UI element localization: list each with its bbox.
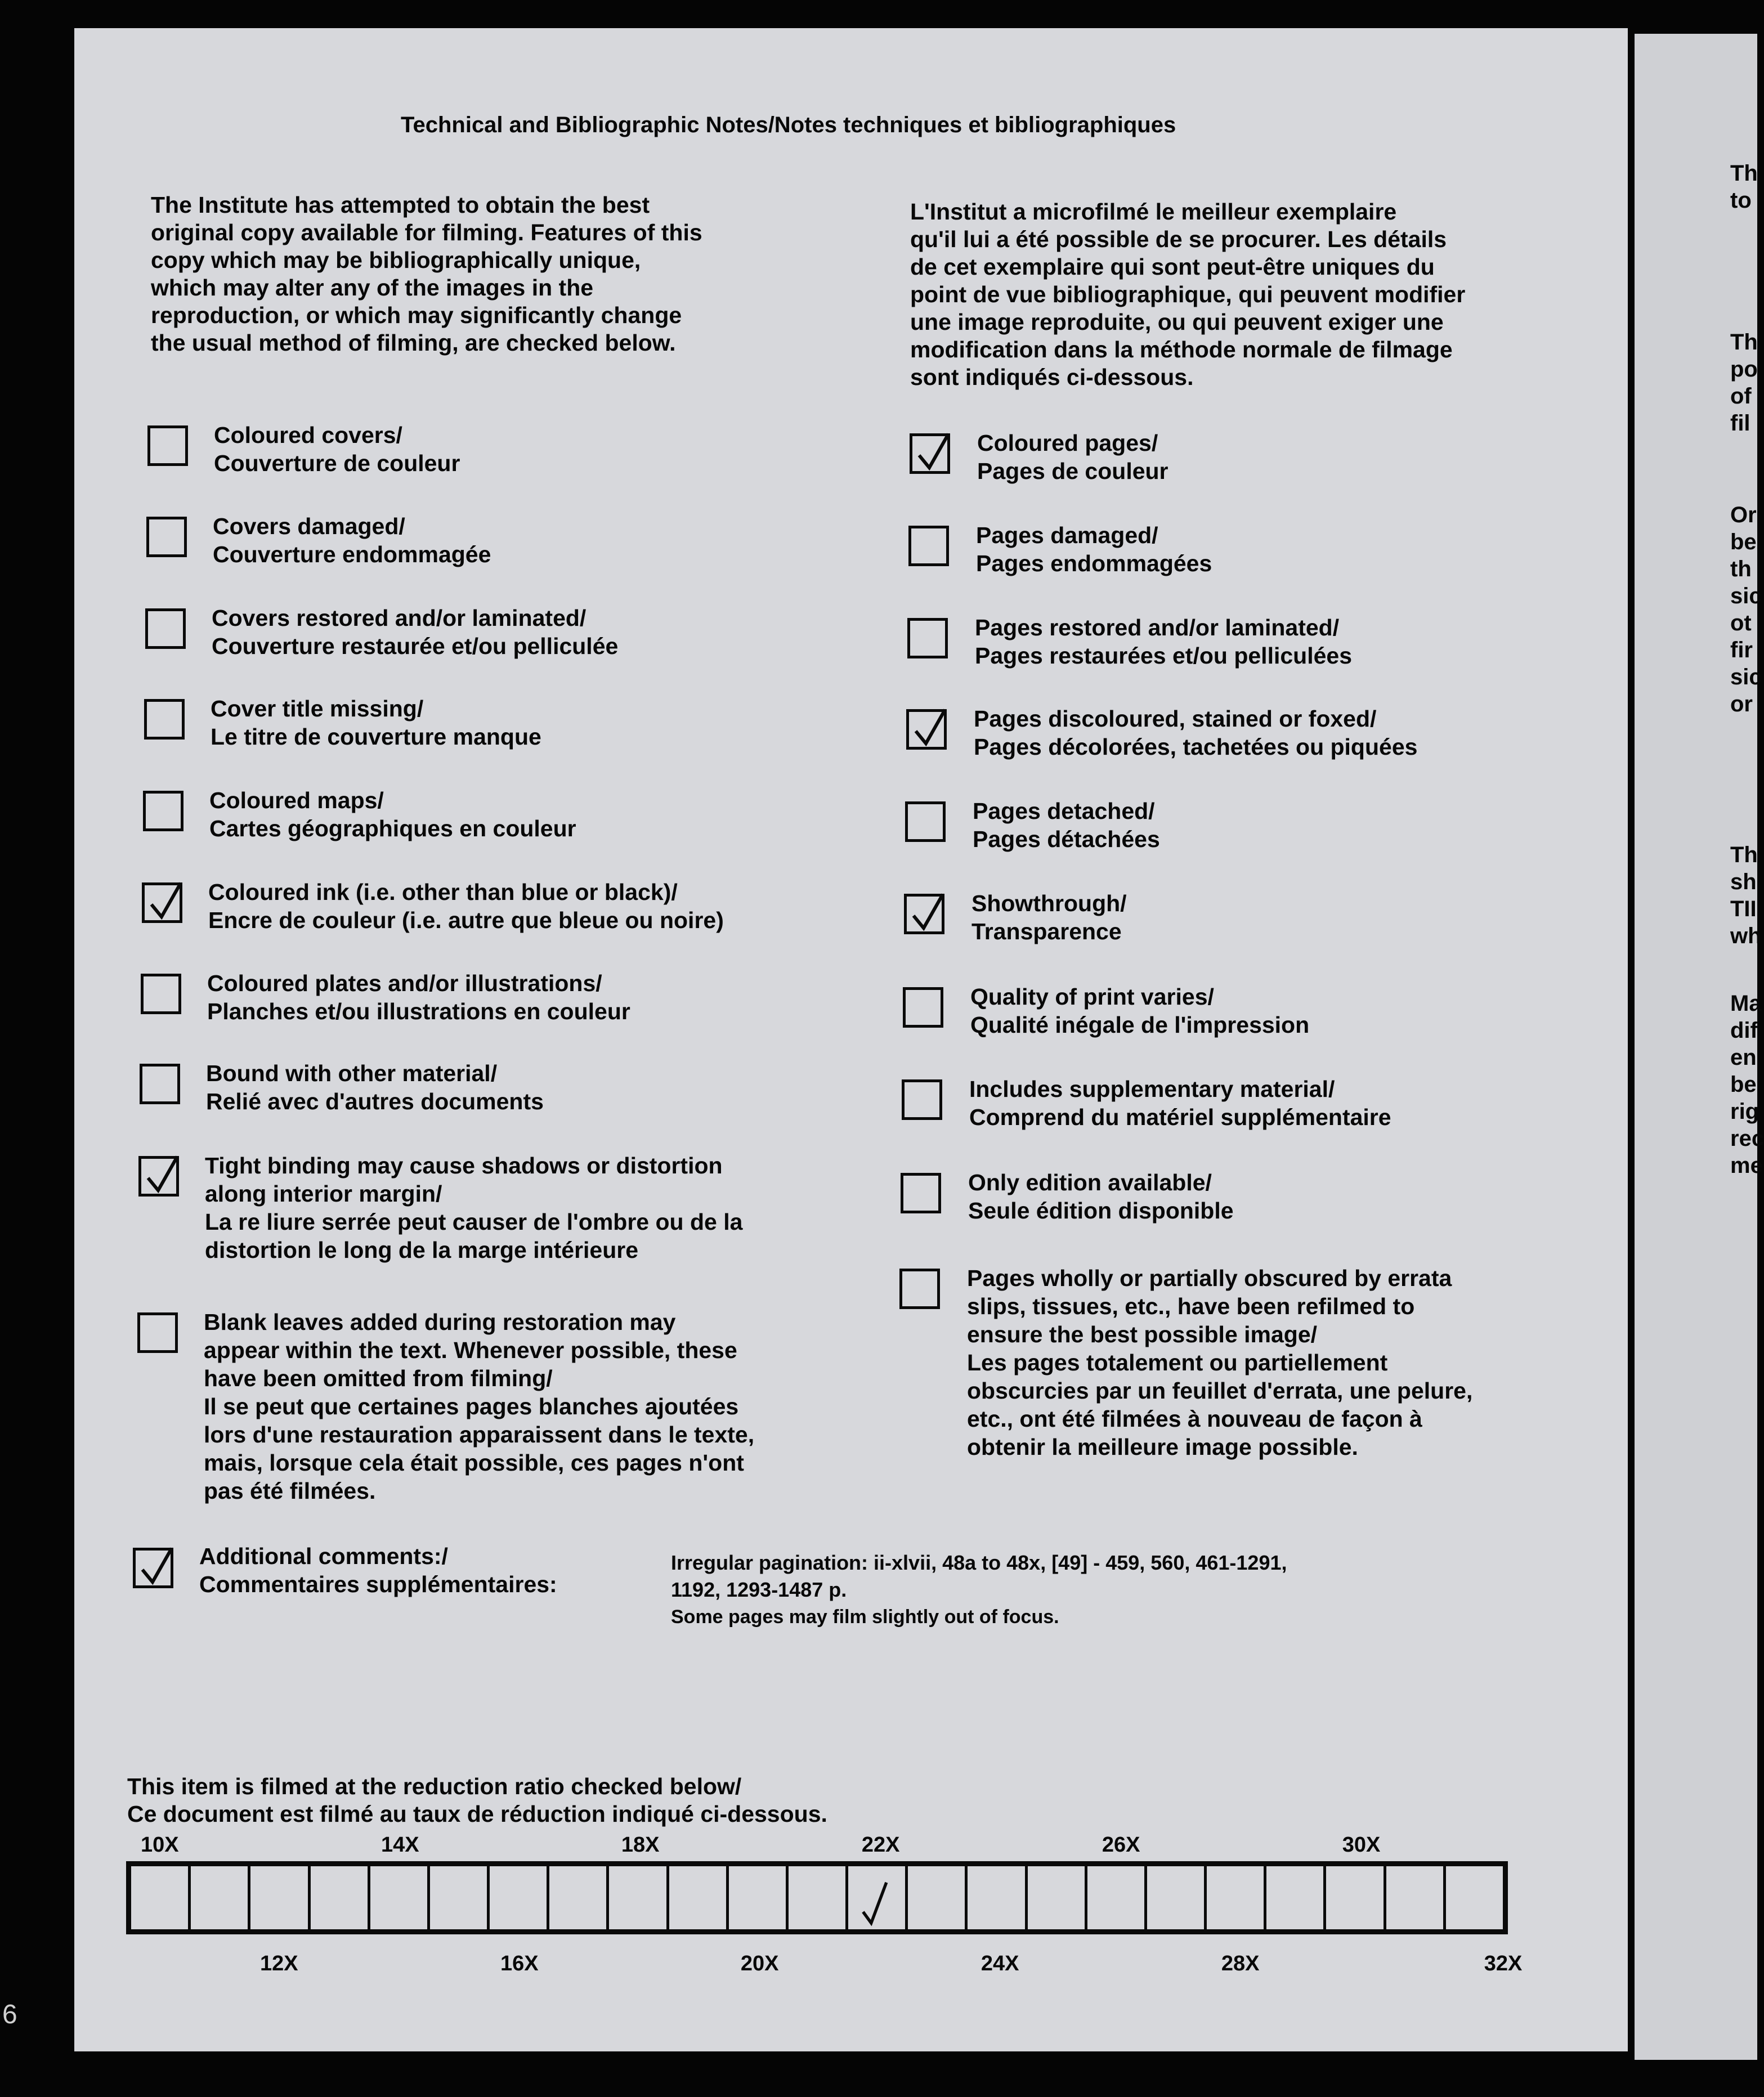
label-line: Couverture endommagée — [213, 541, 491, 567]
checked-box — [142, 882, 182, 923]
side-text-fragment: TII — [1730, 897, 1757, 921]
label-line: Le titre de couverture manque — [211, 724, 541, 750]
scale-cell — [1326, 1866, 1386, 1929]
scale-cell — [729, 1866, 789, 1929]
label-line: Showthrough/ — [971, 890, 1127, 916]
scale-cell — [1028, 1866, 1087, 1929]
scale-cell — [311, 1866, 370, 1929]
label-line: Coloured covers/ — [214, 422, 402, 448]
checklist-label — [206, 1059, 544, 1115]
text-line: point de vue bibliographique, qui peuvent modifier — [910, 281, 1466, 307]
checkmark-icon — [916, 431, 950, 477]
label-line: etc., ont été filmées à nouveau de façon à — [967, 1406, 1422, 1432]
side-text-fragment: be — [1730, 1072, 1757, 1097]
empty-checkbox — [908, 526, 949, 566]
scale-cell — [430, 1866, 490, 1929]
empty-checkbox — [141, 974, 181, 1014]
ratio-label: 26X — [1102, 1833, 1140, 1857]
scale-cell — [1087, 1866, 1147, 1929]
side-text-fragment: sic — [1730, 584, 1762, 608]
label-line: Couverture restaurée et/ou pelliculée — [212, 633, 619, 659]
empty-checkbox — [902, 1079, 942, 1120]
label-line: Pages restored and/or laminated/ — [975, 615, 1340, 640]
checked-box — [910, 433, 950, 474]
label-line: Il se peut que certaines pages blanches ajoutées — [204, 1393, 739, 1419]
label-line: Relié avec d'autres documents — [206, 1088, 544, 1114]
label-line: Covers damaged/ — [213, 513, 405, 539]
checkmark-icon — [139, 1545, 173, 1591]
empty-checkbox — [899, 1269, 940, 1309]
ratio-label: 14X — [380, 1833, 419, 1857]
text-line: sont indiqués ci-dessous. — [910, 364, 1194, 390]
checklist-label — [976, 521, 1212, 577]
label-line: Coloured ink (i.e. other than blue or black)/ — [208, 879, 678, 905]
side-text-fragment: to — [1730, 188, 1752, 213]
label-line: Pages discoloured, stained or foxed/ — [974, 706, 1377, 732]
label-line: Commentaires supplémentaires: — [199, 1571, 557, 1597]
text-line: The Institute has attempted to obtain the best — [151, 192, 650, 218]
text-line: une image reproduite, ou qui peuvent exiger une — [910, 309, 1444, 335]
empty-checkbox — [147, 425, 188, 466]
label-line: Coloured plates and/or illustrations/ — [207, 970, 602, 996]
side-text-fragment: Th — [1730, 843, 1758, 867]
empty-checkbox — [143, 791, 183, 831]
label-line: Pages detached/ — [973, 798, 1155, 824]
label-line: mais, lorsque cela était possible, ces pages n'ont — [204, 1450, 744, 1476]
side-text-fragment: dif — [1730, 1018, 1758, 1043]
corner-mark: 6 — [2, 2000, 17, 2029]
empty-checkbox — [145, 608, 186, 649]
checkmark-icon — [145, 1153, 178, 1199]
checklist-label — [211, 694, 541, 751]
side-text-fragment: fil — [1730, 411, 1750, 436]
checklist-label — [204, 1308, 754, 1505]
checklist-label — [975, 613, 1352, 670]
comment-line: 1192, 1293-1487 p. — [671, 1578, 847, 1601]
document-sheet — [74, 28, 1628, 2051]
scale-cell — [1207, 1866, 1266, 1929]
label-line: Transparence — [971, 918, 1122, 944]
scale-cell — [1386, 1866, 1446, 1929]
side-text-fragment: po — [1730, 357, 1758, 382]
label-line: obtenir la meilleure image possible. — [967, 1434, 1358, 1460]
ratio-label: 24X — [981, 1952, 1019, 1975]
label-line: Pages endommagées — [976, 550, 1212, 576]
checkmark-icon — [912, 706, 946, 752]
side-text-fragment: Th — [1730, 161, 1758, 186]
label-line: Cartes géographiques en couleur — [209, 815, 576, 841]
label-line: obscurcies par un feuillet d'errata, une pelure, — [967, 1378, 1473, 1404]
checklist-label — [968, 1168, 1234, 1225]
label-line: Pages wholly or partially obscured by errata — [967, 1265, 1452, 1291]
checkmark-icon — [858, 1876, 892, 1927]
checklist-label — [213, 512, 491, 568]
side-text-fragment: en — [1730, 1045, 1757, 1070]
reduction-scale — [126, 1861, 1508, 1934]
checked-box — [904, 894, 944, 934]
empty-checkbox — [144, 699, 185, 740]
side-text-fragment: rig — [1730, 1099, 1759, 1124]
side-text-fragment: be — [1730, 530, 1757, 554]
checklist-label — [974, 705, 1417, 761]
label-line: Pages damaged/ — [976, 522, 1158, 548]
label-line: have been omitted from filming/ — [204, 1365, 553, 1391]
label-line: Cover title missing/ — [211, 696, 424, 722]
label-line: Seule édition disponible — [968, 1198, 1234, 1224]
side-text-fragment: ot — [1730, 611, 1752, 635]
text-line: which may alter any of the images in the — [151, 275, 594, 301]
scale-cell — [848, 1866, 908, 1929]
label-line: Quality of print varies/ — [970, 984, 1214, 1010]
empty-checkbox — [903, 987, 943, 1028]
text-line: L'Institut a microfilmé le meilleur exemplaire — [910, 199, 1397, 225]
label-line: Only edition available/ — [968, 1170, 1212, 1195]
label-line: Pages restaurées et/ou pelliculées — [975, 643, 1352, 669]
checked-box — [906, 709, 947, 750]
side-text-fragment: me — [1730, 1153, 1763, 1178]
checked-box — [133, 1548, 173, 1588]
ratio-label: 12X — [260, 1952, 298, 1975]
side-text-fragment: Ma — [1730, 991, 1762, 1016]
label-line: pas été filmées. — [204, 1478, 376, 1504]
scale-cell — [908, 1866, 968, 1929]
side-text-fragment: Th — [1730, 330, 1758, 355]
empty-checkbox — [901, 1173, 941, 1213]
reduction-notice — [127, 1773, 827, 1828]
label-line: Bound with other material/ — [206, 1060, 498, 1086]
label-line: Qualité inégale de l'impression — [970, 1012, 1310, 1038]
checklist-label — [214, 421, 460, 477]
scale-cell — [609, 1866, 669, 1929]
text-line: reproduction, or which may significantly change — [151, 302, 682, 328]
scale-cell — [131, 1866, 191, 1929]
label-line: Includes supplementary material/ — [969, 1076, 1335, 1102]
checkmark-icon — [148, 880, 182, 926]
text-line: qu'il lui a été possible de se procurer. Les détails — [910, 226, 1447, 252]
side-text-fragment: wh — [1730, 924, 1762, 948]
label-line: Blank leaves added during restoration may — [204, 1309, 676, 1335]
checked-box — [138, 1156, 179, 1197]
label-line: along interior margin/ — [205, 1181, 442, 1207]
empty-checkbox — [905, 801, 946, 842]
comment-line: Some pages may film slightly out of focus. — [671, 1606, 1059, 1628]
checklist-label — [212, 604, 618, 660]
label-line: slips, tissues, etc., have been refilmed to — [967, 1293, 1415, 1319]
empty-checkbox — [146, 517, 187, 557]
label-line: La re liure serrée peut causer de l'ombre ou de la — [205, 1209, 743, 1235]
label-line: lors d'une restauration apparaissent dans le texte, — [204, 1422, 755, 1448]
scale-cell — [490, 1866, 549, 1929]
label-line: appear within the text. Whenever possible, these — [204, 1337, 737, 1363]
checklist-label — [207, 969, 630, 1025]
label-line: Couverture de couleur — [214, 450, 460, 476]
checklist-label — [967, 1264, 1472, 1461]
label-line: Covers restored and/or laminated/ — [212, 605, 586, 631]
scale-cell — [789, 1866, 848, 1929]
ratio-label: 22X — [861, 1833, 900, 1857]
scale-cell — [1266, 1866, 1326, 1929]
scale-cell — [191, 1866, 250, 1929]
empty-checkbox — [140, 1064, 180, 1104]
side-text-fragment: Or — [1730, 503, 1757, 527]
text-line: This item is filmed at the reduction ratio checked below/ — [127, 1773, 742, 1799]
label-line: Pages de couleur — [977, 458, 1168, 484]
label-line: Comprend du matériel supplémentaire — [969, 1104, 1391, 1130]
scale-cell — [669, 1866, 729, 1929]
ratio-label: 16X — [500, 1952, 539, 1975]
checklist-label — [971, 889, 1127, 946]
text-line: copy which may be bibliographically unique, — [151, 247, 641, 273]
scale-cell — [549, 1866, 609, 1929]
side-text-fragment: sh — [1730, 870, 1757, 894]
label-line: Tight binding may cause shadows or distortion — [205, 1153, 723, 1179]
label-line: ensure the best possible image/ — [967, 1321, 1318, 1347]
checklist-label — [205, 1151, 742, 1264]
page-title: Technical and Bibliographic Notes/Notes techniques et bibliographiques — [401, 113, 1176, 137]
scale-cell — [1147, 1866, 1207, 1929]
ratio-label: 20X — [740, 1952, 779, 1975]
scale-cell — [968, 1866, 1027, 1929]
checklist-label — [977, 429, 1168, 485]
intro-french — [910, 198, 1465, 391]
ratio-label: 18X — [621, 1833, 660, 1857]
side-text-fragment: rec — [1730, 1126, 1764, 1151]
ratio-label: 32X — [1484, 1952, 1523, 1975]
ratio-label: 28X — [1221, 1952, 1260, 1975]
scale-cell — [250, 1866, 310, 1929]
empty-checkbox — [137, 1312, 178, 1353]
scale-cell — [370, 1866, 430, 1929]
checklist-label — [208, 878, 724, 934]
intro-english — [151, 191, 702, 357]
comment-line: Irregular pagination: ii-xlvii, 48a to 48x, [49] - 459, 560, 461-1291, — [671, 1551, 1287, 1574]
label-line: Additional comments:/ — [199, 1543, 448, 1569]
side-text-fragment: fir — [1730, 638, 1753, 662]
label-line: Planches et/ou illustrations en couleur — [207, 998, 630, 1024]
checklist-label — [973, 797, 1160, 853]
checklist-label — [209, 786, 576, 843]
checklist-label — [199, 1542, 557, 1598]
text-line: the usual method of filming, are checked below. — [151, 330, 676, 356]
side-text-fragment: of — [1730, 384, 1752, 409]
checklist-label — [970, 983, 1309, 1039]
ratio-label: 30X — [1342, 1833, 1381, 1857]
label-line: distortion le long de la marge intérieure — [205, 1237, 639, 1263]
label-line: Encre de couleur (i.e. autre que bleue ou noire) — [208, 907, 724, 933]
checkmark-icon — [910, 891, 944, 937]
label-line: Les pages totalement ou partiellement — [967, 1350, 1388, 1375]
label-line: Pages détachées — [973, 826, 1160, 852]
empty-checkbox — [907, 618, 948, 658]
text-line: original copy available for filming. Features of this — [151, 219, 702, 245]
side-text-fragment: th — [1730, 557, 1752, 581]
side-text-fragment: or — [1730, 692, 1753, 716]
text-line: Ce document est filmé au taux de réduction indiqué ci-dessous. — [127, 1801, 827, 1827]
label-line: Pages décolorées, tachetées ou piquées — [974, 734, 1418, 760]
side-text-fragment: sic — [1730, 665, 1762, 689]
label-line: Coloured pages/ — [977, 430, 1158, 456]
text-line: modification dans la méthode normale de filmage — [910, 337, 1453, 362]
text-line: de cet exemplaire qui sont peut-être uniques du — [910, 254, 1435, 280]
ratio-label: 10X — [141, 1833, 179, 1857]
checklist-label — [969, 1075, 1391, 1131]
label-line: Coloured maps/ — [209, 787, 384, 813]
scale-cell — [1446, 1866, 1503, 1929]
comments-text — [671, 1549, 1287, 1630]
